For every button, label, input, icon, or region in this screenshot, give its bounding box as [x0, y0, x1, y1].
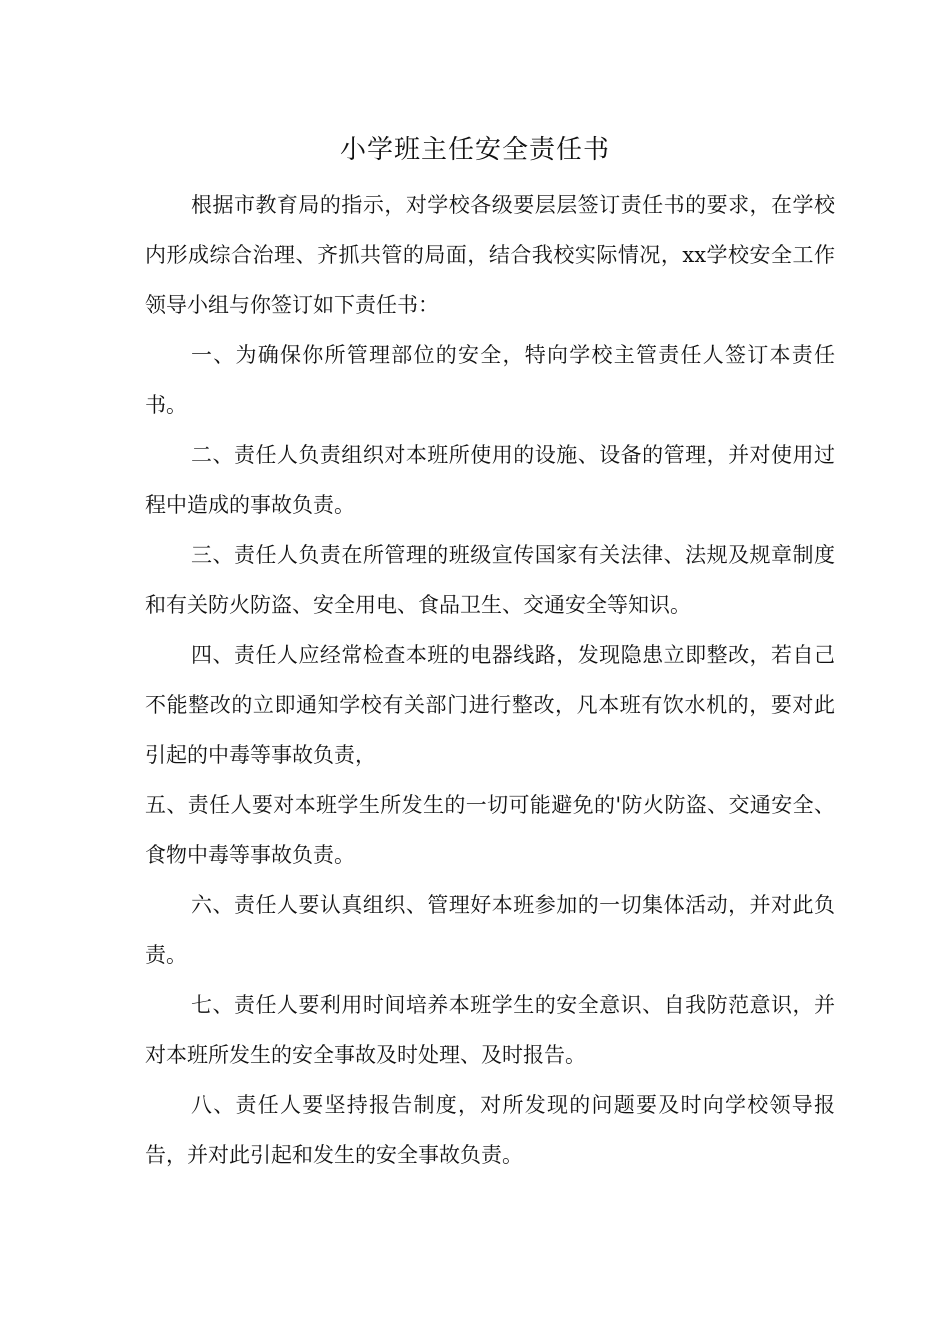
paragraph-8: 七、责任人要利用时间培养本班学生的安全意识、自我防范意识，并对本班所发生的安全事故及时处理、及时报告。: [145, 993, 835, 1067]
paragraph-2: 一、为确保你所管理部位的安全，特向学校主管责任人签订本责任书。: [145, 343, 835, 417]
paragraph-7: 六、责任人要认真组织、管理好本班参加的一切集体活动，并对此负责。: [145, 893, 835, 967]
paragraph-1: 根据市教育局的指示，对学校各级要层层签订责任书的要求，在学校内形成综合治理、齐抓共管的局面，结合我校实际情况，xx学校安全工作领导小组与你签订如下责任书：: [145, 193, 835, 317]
paragraph-4: 三、责任人负责在所管理的班级宣传国家有关法律、法规及规章制度和有关防火防盗、安全用电、食品卫生、交通安全等知识。: [145, 543, 835, 617]
document-title: 小学班主任安全责任书: [339, 135, 610, 165]
paragraph-9: 八、责任人要坚持报告制度，对所发现的问题要及时向学校领导报告，并对此引起和发生的安全事故负责。: [145, 1093, 835, 1167]
paragraph-5: 四、责任人应经常检查本班的电器线路，发现隐患立即整改，若自己不能整改的立即通知学校有关部门进行整改，凡本班有饮水机的，要对此引起的中毒等事故负责，: [145, 643, 835, 767]
document-body: [145, 180, 835, 1180]
paragraph-3: 二、责任人负责组织对本班所使用的设施、设备的管理，并对使用过程中造成的事故负责。: [145, 443, 835, 517]
paragraph-6: 五、责任人要对本班学生所发生的一切可能避免的'防火防盗、交通安全、食物中毒等事故负责。: [145, 793, 835, 867]
